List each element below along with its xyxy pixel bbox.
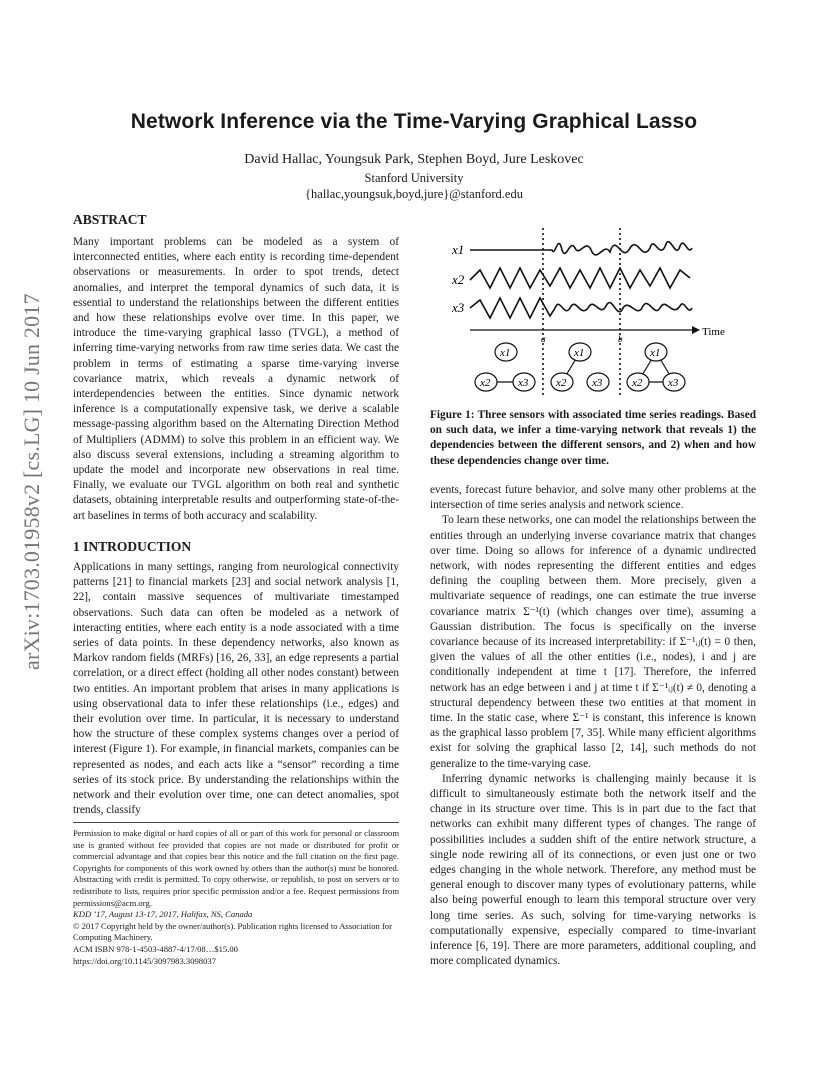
arxiv-stamp [14,290,44,670]
author-emails: {hallac,youngsuk,boyd,jure}@stanford.edu [305,187,523,201]
net1-node-x2: x2 [480,377,491,389]
doi-line: https://doi.org/10.1145/3097983.3098037 [73,955,216,966]
net1-node-x1: x1 [500,347,511,359]
series-x2-line [470,268,690,288]
copyright-line: © 2017 Copyright held by the owner/author(s). Publication rights licensed to Association for Computing Machinery. [73,920,392,943]
paragraph-events: events, forecast future behavior, and solve many other problems at the intersection of time series analysis and network science. [430,484,756,512]
network-2 [551,343,609,391]
network-1 [475,343,535,391]
net3-node-x2: x2 [632,377,643,389]
series-x1-line [470,242,692,255]
time-axis-arrow [692,326,700,334]
net3-node-x1: x1 [650,347,661,359]
figure-1 [440,222,740,402]
time-label: Time [702,326,725,338]
abstract-body [73,235,399,524]
series-x3-line [470,298,692,318]
net2-node-x1: x1 [574,347,585,359]
series-label-x2: x2 [452,272,465,287]
network-3 [627,343,685,391]
intro-heading: 1 INTRODUCTION [73,539,192,554]
conference-line: KDD ’17, August 13-17, 2017, Halifax, NS, Canada [73,909,253,920]
abstract-text: Many important problems can be modeled as a system of interconnected entities, where each entity is recording time-dependent observations or measurements. In order to spot trends, detect anomalies, and interpret the temporal dynamics of such data, it is essential to understand the relationships between the different entities and how these relationships evolve over time. In this paper, we introduce the time-varying graphical lasso (TVGL), a method of inferring time-varying networks from raw time series data. We cast the problem in terms of estimating a sparse time-varying inverse covariance matrix, which reveals a dynamic network of interdependencies between the entities. Since dynamic network inference is a computationally expensive task, we derive a scalable message-passing algorithm based on the Alternating Direction Method of Multipliers (ADMM) to solve this problem in an efficient way. We also discuss several extensions, including a streaming algorithm to update the model and incorporate new observations in real time. Finally, we evaluate our TVGL algorithm on both real and synthetic datasets, obtaining interpretable results and outperforming state-of-the-art baselines in terms of both accuracy and scalability. [73,236,399,522]
paper-title: Network Inference via the Time-Varying Graphical Lasso [130,110,698,133]
net2-node-x3: x3 [592,377,603,389]
author-list: David Hallac, Youngsuk Park, Stephen Boyd, Jure Leskovec [244,152,584,167]
net2-node-x2: x2 [556,377,567,389]
paragraph-learning-networks: To learn these networks, one can model the relationships between the entities through an underlying inverse covariance matrix that changes over time. Doing so allows for inference of a dynamic undirected network, with nodes representing the different entities and edges defining the coupling between them. More precisely, given a multivariate sequence of readings, one can estimate the true inverse covariance matrix Σ⁻¹(t) (which changes over time), assuming a Gaussian distribution. The focus is specifically on the inverse covariance because of its increased interpretability: if Σ⁻¹ᵢⱼ(t) = 0 then, given the values of all the other entities (i.e., nodes), i and j are conditionally independent at time t [17]. Therefore, the inferred network has an edge between i and j at time t if Σ⁻¹ᵢⱼ(t) ≠ 0, denoting a structural dependency between these two entities at that moment in time. In the static case, where Σ⁻¹ is constant, this inference is known as the graphical lasso problem [7, 35]. While many efficient algorithms exist for solving the graphical lasso [2, 14], such methods do not generalize to the time-varying case. [430,514,756,770]
net3-node-x3: x3 [668,377,679,389]
footnote-rule [73,822,399,823]
arxiv-stamp-text: arXiv:1703.01958v2 [cs.LG] 10 Jun 2017 [19,293,44,670]
isbn-line: ACM ISBN 978-1-4503-4887-4/17/08…$15.00 [73,943,238,954]
affiliation: Stanford University [364,171,464,185]
figure-1-caption: Figure 1: Three sensors with associated time series readings. Based on such data, we infer a time-varying network that reveals 1) the dependencies between the different sensors, and 2) when and how these dependencies change over time. [430,409,756,467]
permission-notice: Permission to make digital or hard copies of all or part of this work for personal or classroom use is granted without fee provided that copies are not made or distributed for profit or commercial advantage and that copies bear this notice and the full citation on the first page. Copyrights for components of this work owned by others than the author(s) must be honored. Abstracting with credit is permitted. To copy otherwise, or republish, to post on servers or to redistribute to lists, requires prior specific permission and/or a fee. Request permissions from permissions@acm.org. [73,828,399,908]
right-column-body [430,483,756,970]
intro-body [73,560,399,818]
intro-text: Applications in many settings, ranging from neurological connectivity patterns [21] to financial markets [23] and social network analysis [1, 22], contain massive sequences of multivariate timestamped observations. Such data can often be modeled as a network of interacting entities, where each entity is a node associated with a time series of data points. In these dependency networks, also known as Markov random fields (MRFs) [16, 26, 33], an edge represents a partial correlation, or a direct effect (holding all other nodes constant) between two entities. An important problem that arises in many applications is using observational data to infer these relationships (i.e., edges) and their evolution over time. In particular, it is necessary to understand how the structure of these complex systems changes over a period of interest (Figure 1). For example, in financial markets, companies can be represented as nodes, and each acts like a “sensor” recording a time series of its stock price. By understanding the relationships within the network and their evolution over time, one can detect anomalies, spot trends, classify [73,561,399,817]
changepoint-b-label: b [618,334,623,344]
permission-footer [73,828,399,967]
abstract-heading: ABSTRACT [73,212,147,227]
figure-1-illustration [440,222,740,402]
changepoint-a-label: a [541,334,546,344]
net1-node-x3: x3 [518,377,529,389]
paragraph-dynamic-challenge: Inferring dynamic networks is challenging mainly because it is difficult to simultaneously estimate both the network itself and the change in its structure over time. This is in part due to the fact that networks can exhibit many different types of changes. The range of possibilities includes a sudden shift of the entire network structure, a single node rewiring all of its connections, or even just one or two edges changing in the whole network. Therefore, any method must be general enough to discover many types of evolutionary patterns, while also being powerful enough to learn this temporal structure over very long time series. As such, solving for time-varying networks is computationally expensive, especially compared to time-invariant inference [6, 19]. There are more parameters, additional coupling, and more complicated dynamics. [430,772,756,968]
series-label-x3: x3 [452,300,465,315]
series-label-x1: x1 [452,242,465,257]
